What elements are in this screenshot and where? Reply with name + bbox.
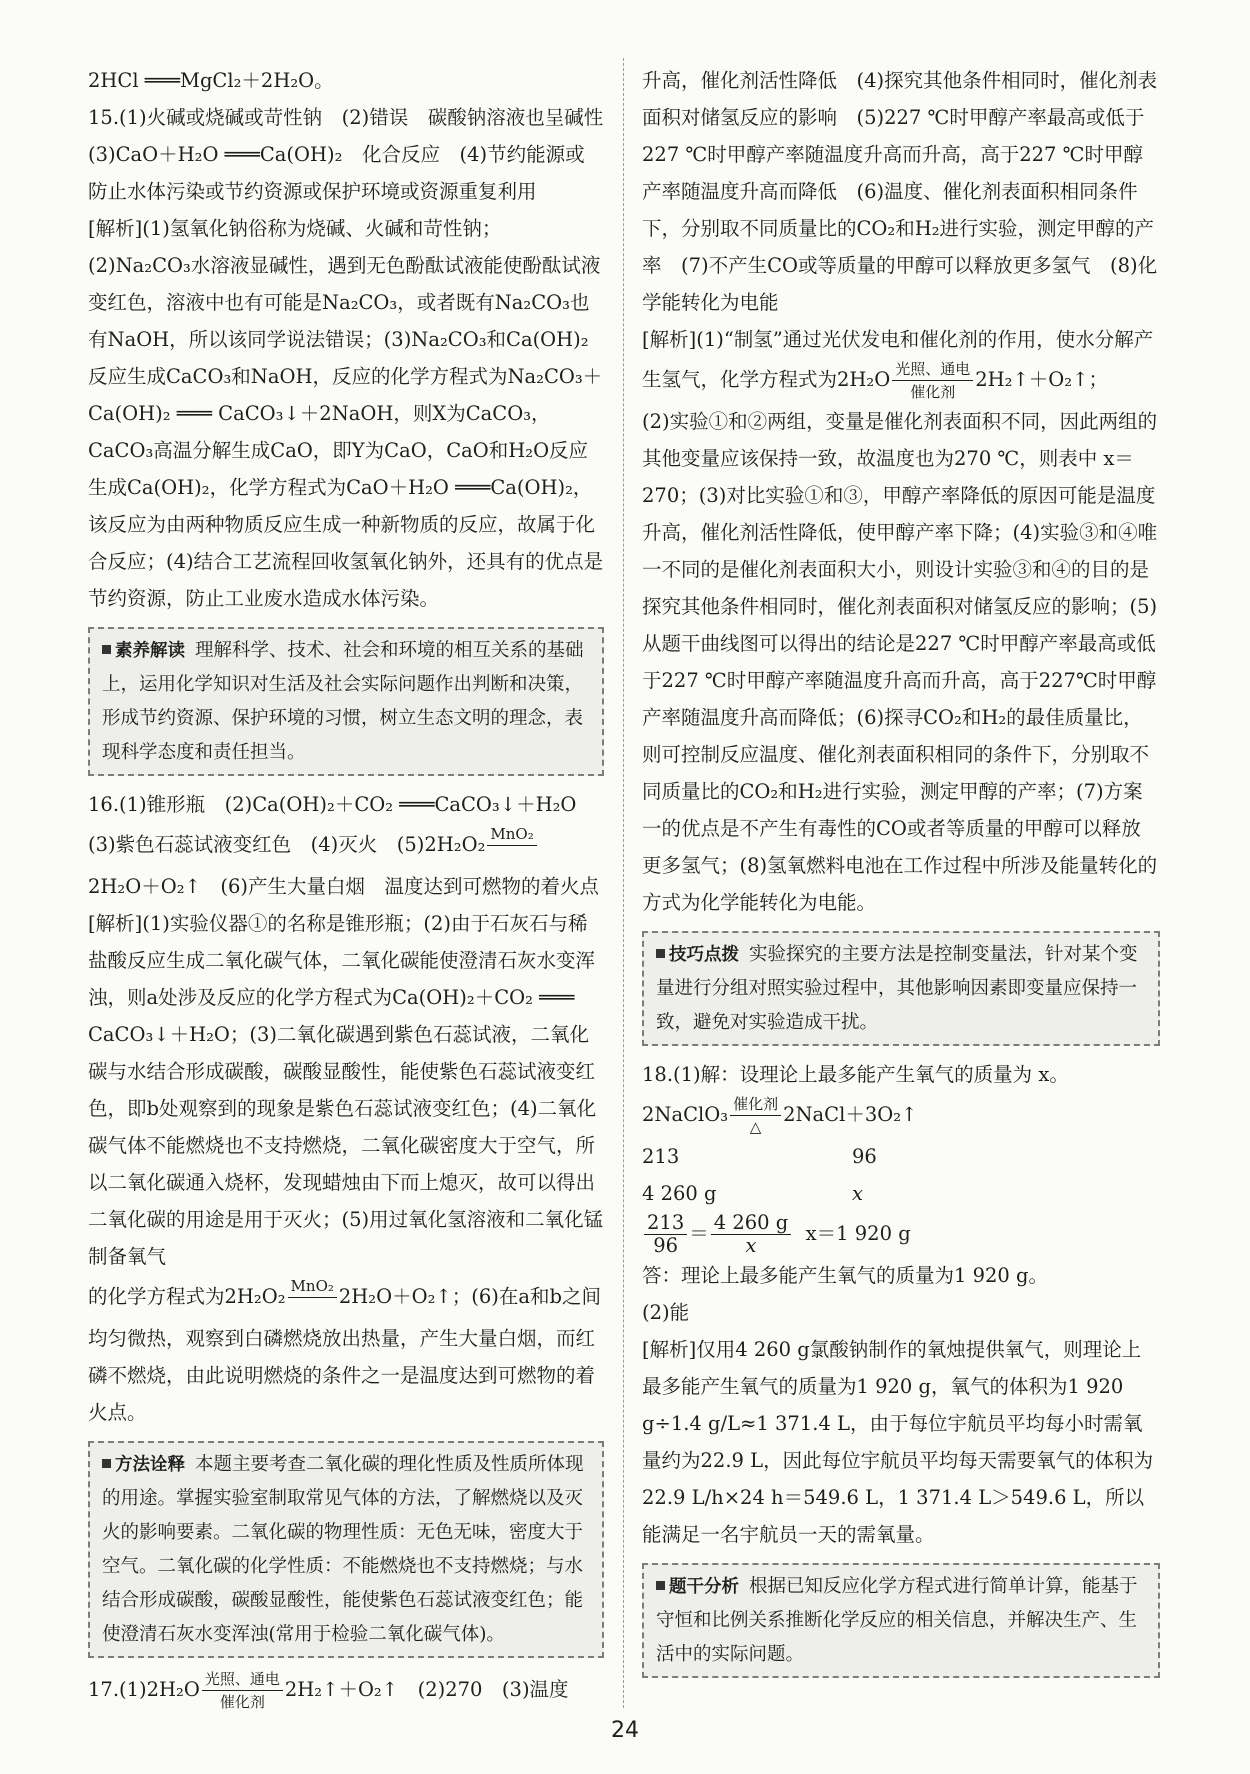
q17-answer: 17.(1)2H₂O $\frac{\text{光照、通电}}{\text{催化剂}}$ 2H₂↑＋O₂↑ (2)270 (3)温度	[88, 1670, 569, 1711]
reaction-condition: $\frac{\text{催化剂}}{\triangle}$	[730, 1093, 781, 1138]
q16-answer-line-3: 2H₂O＋O₂↑ (6)产生大量白烟 温度达到可燃物的着火点	[88, 875, 599, 898]
square-bullet-icon	[656, 1581, 665, 1590]
square-bullet-icon	[102, 1459, 111, 1468]
q16-analysis-cont: 的化学方程式为2H₂O₂ MnO₂ 2H₂O＋O₂↑；(6)在a和b之间均匀微热，观察到白磷燃烧放出热量，产生大量白烟，而红磷不燃烧，由此说明燃烧的条件之一是温度达到可燃物的着火点。	[88, 1277, 601, 1424]
page-number: 24	[611, 1718, 639, 1743]
method-explanation-box	[88, 1441, 604, 1658]
box-text: 根据已知反应化学方程式进行简单计算，能基于守恒和比例关系推断化学反应的相关信息，并解决生产、生活中的实际问题。	[656, 1576, 1138, 1665]
box-label: 素养解读	[102, 634, 185, 668]
box-label: 方法诠释	[102, 1448, 185, 1482]
box-text: 本题主要考查二氧化碳的理化性质及性质所体现的用途。掌握实验室制取常见气体的方法，了解燃烧以及灭火的影响要素。二氧化碳的物理性质：无色无味，密度大于空气。二氧化碳的化学性质：不能燃烧也不支持燃烧；与水结合形成碳酸，碳酸显酸性，能使紫色石蕊试液变红色；能使澄清石灰水变浑浊(常用于检验二氧化碳气体)。	[102, 1454, 584, 1645]
literacy-interpretation-box	[88, 627, 604, 776]
q18-analysis: [解析]仅用4 260 g氯酸钠制作的氧烛提供氧气，则理论上最多能产生氧气的质量为1 920 g，氧气的体积为1 920 g÷1.4 g/L≈1 371.4 L，由于每位宇航员平均每小时需氧量约为22.9 L，因此每位宇航员平均每天需要氧气的体积为22.9 L/h×24 h＝549.6 L，1 371.4 L＞549.6 L，所以能满足一名宇航员一天的需氧量。	[642, 1338, 1154, 1546]
skill-tips-box	[642, 931, 1160, 1046]
box-text: 实验探究的主要方法是控制变量法，针对某个变量进行分组对照实验过程中，其他影响因素即变量应保持一致，避免对实验造成干扰。	[656, 944, 1138, 1033]
reaction-condition: $\frac{\text{光照、通电}}{\text{催化剂}}$	[202, 1668, 283, 1713]
q18-equation: 2NaClO₃ $\frac{\text{催化剂}}{\triangle}$ 2NaCl＋3O₂↑	[642, 1095, 918, 1136]
relative-mass-row: 213 96	[642, 1145, 877, 1168]
q18-intro: 18.(1)解：设理论上最多能产生氧气的质量为 x。	[642, 1063, 1069, 1086]
reaction-condition: MnO₂	[487, 823, 536, 868]
square-bullet-icon	[102, 645, 111, 654]
q17-analysis-3: (2)实验①和②两组，变量是催化剂表面积不同，因此两组的其他变量应该保持一致，故温度也为270 ℃，则表中 x＝270；(3)对比实验①和③，甲醇产率降低的原因可能是温度升高，催化剂活性降低，使甲醇产率下降；(4)实验③和④唯一不同的是催化剂表面积大小，则设计实验③和④的目的是探究其他条件相同时，催化剂表面积对储氢反应的影响；(5)从题干曲线图可以得出的结论是227 ℃时甲醇产率最高或低于227 ℃时甲醇产率随温度升高而升高，高于227℃时甲醇产率随温度升高而降低；(6)探寻CO₂和H₂的最佳质量比，则可控制反应温度、催化剂表面积相同的条件下，分别取不同质量比的CO₂和H₂进行实验，测定甲醇的产率；(7)方案一的优点是不产生有毒性的CO或者等质量的甲醇可以释放更多氢气；(8)氢氧燃料电池在工作过程中所涉及能量转化的方式为化学能转化为电能。	[642, 410, 1158, 914]
q18-part2: (2)能	[642, 1301, 690, 1324]
q16-answer-line-2: (3)紫色石蕊试液变红色 (4)灭火 (5)2H₂O₂ MnO₂	[88, 823, 604, 868]
equation-carryover: 2HCl ═══MgCl₂＋2H₂O。	[88, 69, 334, 92]
q16-answer-line-1: 16.(1)锥形瓶 (2)Ca(OH)₂＋CO₂ ═══CaCO₃↓＋H₂O	[88, 793, 577, 816]
q15-answer: 15.(1)火碱或烧碱或苛性钠 (2)错误 碳酸钠溶液也呈碱性 (3)CaO＋H₂O ═══Ca(OH)₂ 化合反应 (4)节约能源或防止水体污染或节约资源或保护环境或资源重复利用	[88, 106, 623, 203]
q18-answer: 答：理论上最多能产生氧气的质量为1 920 g。	[642, 1264, 1049, 1287]
left-column	[88, 62, 623, 1713]
q17-analysis-1: [解析](1)“制氢”通过光伏发电和催化剂的作用，使水分解产	[642, 328, 1154, 351]
q16-analysis: [解析](1)实验仪器①的名称是锥形瓶；(2)由于石灰石与稀盐酸反应生成二氧化碳气体，二氧化碳能使澄清石灰水变浑浊，则a处涉及反应的化学方程式为Ca(OH)₂＋CO₂ ═══ CaCO₃↓＋H₂O；(3)二氧化碳遇到紫色石蕊试液，二氧化碳与水结合形成碳酸，碳酸显酸性，能使紫色石蕊试液变红色，即b处观察到的现象是紫色石蕊试液变红色；(4)二氧化碳气体不能燃烧也不支持燃烧，二氧化碳密度大于空气，所以二氧化碳通入烧杯，发现蜡烛由下而上熄灭，故可以得出二氧化碳的用途是用于灭火；(5)用过氧化氢溶液和二氧化锰制备氧气	[88, 912, 604, 1268]
reaction-condition: MnO₂	[288, 1275, 337, 1320]
box-text: 理解科学、技术、社会和环境的相互关系的基础上，运用化学知识对生活及社会实际问题作出判断和决策，形成节约资源、保护环境的习惯，树立生态文明的理念，表现科学态度和责任担当。	[102, 640, 584, 763]
q18-proportion: $\frac{213}{96}$ ＝ $\frac{4 260 g}{x}$ x＝1 920 g	[642, 1212, 1160, 1257]
reaction-condition: $\frac{\text{光照、通电}}{\text{催化剂}}$	[892, 358, 973, 403]
square-bullet-icon	[656, 949, 665, 958]
box-label: 题干分析	[656, 1570, 739, 1604]
q17-analysis-2: 生氢气，化学方程式为2H₂O $\frac{\text{光照、通电}}{\text{催化剂}}$ 2H₂↑＋O₂↑；	[642, 360, 1108, 401]
question-analysis-box	[642, 1563, 1160, 1678]
right-column	[642, 62, 1160, 1688]
q17-answer-cont: 升高，催化剂活性降低 (4)探究其他条件相同时，催化剂表面积对储氢反应的影响 (5)227 ℃时甲醇产率最高或低于227 ℃时甲醇产率随温度升高而升高，高于227 ℃时甲醇产率随温度升高而降低 (6)温度、催化剂表面积相同条件下，分别取不同质量比的CO₂和H₂进行实验，测定甲醇的产率 (7)不产生CO或等质量的甲醇可以释放更多氢气 (8)化学能转化为电能	[642, 69, 1158, 314]
box-label: 技巧点拨	[656, 938, 739, 972]
column-divider	[623, 58, 624, 1708]
q15-analysis: [解析](1)氢氧化钠俗称为烧碱、火碱和苛性钠；(2)Na₂CO₃水溶液显碱性，遇到无色酚酞试液能使酚酞试液变红色，溶液中也有可能是Na₂CO₃，或者既有Na₂CO₃也有NaOH，所以该同学说法错误；(3)Na₂CO₃和Ca(OH)₂反应生成CaCO₃和NaOH，反应的化学方程式为Na₂CO₃＋Ca(OH)₂ ═══ CaCO₃↓＋2NaOH，则X为CaCO₃，CaCO₃高温分解生成CaO，即Y为CaO，CaO和H₂O反应生成Ca(OH)₂，化学方程式为CaO＋H₂O ═══Ca(OH)₂，该反应为由两种物质反应生成一种新物质的反应，故属于化合反应；(4)结合工艺流程回收氢氧化钠外，还具有的优点是节约资源，防止工业废水造成水体污染。	[88, 217, 604, 610]
given-mass-row: 4 260 g x	[642, 1182, 863, 1205]
